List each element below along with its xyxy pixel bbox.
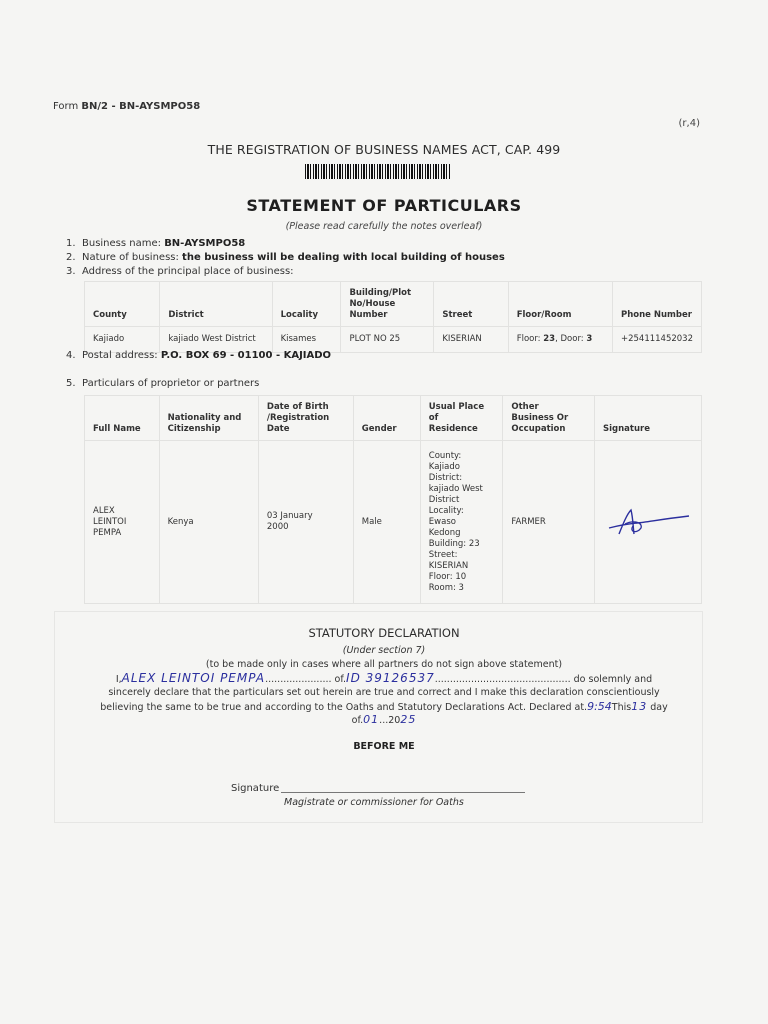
- residence-line: County:: [428, 450, 462, 461]
- handwritten-month: 01: [363, 713, 380, 726]
- col-county: County: [85, 282, 160, 327]
- under-text: (Under section 7): [342, 645, 426, 656]
- header-line: Date: [266, 424, 290, 434]
- postal-value: P.O. BOX 69 - 01100 - KAJIADO: [160, 350, 332, 361]
- header-line: Business Or: [511, 413, 569, 423]
- item-label: Postal address:: [82, 350, 161, 361]
- cell-locality: Kisames: [272, 327, 341, 353]
- header-line: No/House: [349, 299, 396, 309]
- signature-line: [281, 792, 525, 793]
- cell-signature: [595, 441, 702, 604]
- col-street: Street: [434, 282, 508, 327]
- residence-line: Room: 3: [428, 582, 464, 593]
- partner-signature-mark: [603, 504, 693, 540]
- barcode: [305, 164, 451, 179]
- item-business-name: [66, 238, 245, 249]
- item-number: 5.: [66, 378, 76, 389]
- col-locality: Locality: [272, 282, 341, 327]
- declaration-title: STATUTORY DECLARATION: [308, 626, 460, 640]
- residence-line: District: [428, 494, 460, 505]
- decl-text: I,: [115, 674, 122, 685]
- cell-phone: +254111452032: [612, 327, 701, 353]
- decl-text: ...................... of.: [265, 674, 347, 685]
- col-dob: [258, 396, 353, 441]
- residence-line: Kajiado: [428, 461, 460, 472]
- name-line: LEINTOI: [93, 516, 127, 527]
- floor-value: 23: [543, 334, 556, 344]
- address-data-row: [85, 327, 702, 353]
- residence-line: District:: [428, 472, 463, 483]
- residence-line: Locality:: [428, 505, 464, 516]
- cell-building: PLOT NO 25: [341, 327, 434, 353]
- item-postal-address: [66, 350, 331, 361]
- residence-line: KISERIAN: [428, 560, 469, 571]
- decl-text: of.: [351, 715, 364, 726]
- declaration-note: (to be made only in cases where all partners do not sign above statement): [205, 659, 563, 670]
- cell-full-name: [85, 441, 160, 604]
- statement-title: STATEMENT OF PARTICULARS: [246, 196, 522, 215]
- decl-text: ...20: [379, 715, 401, 726]
- nature-value: the business will be dealing with local building of houses: [182, 252, 505, 263]
- col-gender: Gender: [353, 396, 420, 441]
- residence-line: Ewaso: [428, 516, 456, 527]
- cell-dob: [258, 441, 353, 604]
- name-line: ALEX: [93, 505, 115, 516]
- form-code: BN/2 - BN-AYSMPO58: [81, 101, 201, 112]
- header-line: Other: [511, 402, 539, 412]
- cell-residence: [420, 441, 503, 604]
- col-phone: Phone Number: [612, 282, 701, 327]
- decl-text: This: [611, 702, 632, 713]
- item-number: 1.: [66, 238, 76, 249]
- handwritten-day: 13: [631, 700, 648, 713]
- header-line: of: [428, 413, 439, 423]
- decl-text: do solemnly and: [570, 674, 653, 685]
- magistrate-caption: Magistrate or commissioner for Oaths: [284, 797, 464, 808]
- handwritten-id: ID 39126537: [346, 671, 435, 685]
- declaration-line-2: sincerely declare that the particulars set out herein are true and correct and I make this declaration conscientiously: [108, 687, 660, 698]
- declaration-under: [0, 645, 768, 656]
- item-number: 4.: [66, 350, 76, 361]
- header-line: Occupation: [511, 424, 566, 434]
- dob-line: 03 January: [266, 511, 313, 521]
- header-line: /Registration: [266, 413, 330, 423]
- decl-text: believing the same to be true and according to the Oaths and Statutory Declarations Act. Declared at.: [100, 702, 588, 713]
- statement-subtitle: (Please read carefully the notes overleaf): [285, 221, 483, 232]
- col-district: District: [160, 282, 272, 327]
- before-me: BEFORE ME: [353, 741, 415, 752]
- col-residence: [420, 396, 503, 441]
- form-prefix: Form: [53, 101, 79, 112]
- dob-line: 2000: [266, 522, 289, 532]
- handwritten-year: 25: [400, 713, 417, 726]
- name-line: PEMPA: [93, 527, 122, 538]
- residence-line: Street:: [428, 549, 458, 560]
- header-line: Date of Birth: [266, 402, 329, 412]
- header-line: Nationality and: [167, 413, 242, 423]
- col-floor: Floor/Room: [508, 282, 612, 327]
- act-title: THE REGISTRATION OF BUSINESS NAMES ACT, CAP. 499: [207, 142, 561, 157]
- door-value: 3: [586, 334, 593, 344]
- residence-line: Building: 23: [428, 538, 480, 549]
- declaration-line-1: [0, 671, 768, 685]
- declaration-line-4: [0, 713, 768, 726]
- header-line: Number: [349, 310, 388, 320]
- handwritten-time: 9:54: [587, 700, 612, 713]
- partners-table: [84, 395, 702, 604]
- cell-nationality: Kenya: [159, 441, 258, 604]
- item-particulars: [66, 378, 259, 389]
- header-line: Residence: [428, 424, 478, 434]
- cell-district: kajiado West District: [160, 327, 272, 353]
- header-line: Citizenship: [167, 424, 221, 434]
- business-name-value: BN-AYSMPO58: [164, 238, 246, 249]
- col-building: [341, 282, 434, 327]
- cell-occupation: FARMER: [503, 441, 595, 604]
- decl-text: day: [647, 702, 668, 713]
- col-occupation: [503, 396, 595, 441]
- declaration-line-3: [0, 700, 768, 713]
- cell-gender: Male: [353, 441, 420, 604]
- col-signature: Signature: [595, 396, 702, 441]
- item-nature-of-business: [66, 252, 505, 263]
- address-header-row: [85, 282, 702, 327]
- residence-line: Kedong: [428, 527, 461, 538]
- residence-line: kajiado West: [428, 483, 483, 494]
- cell-street: KISERIAN: [434, 327, 508, 353]
- header-line: Usual Place: [428, 402, 485, 412]
- col-full-name: Full Name: [85, 396, 160, 441]
- col-nationality: [159, 396, 258, 441]
- form-identifier: [53, 101, 200, 112]
- partner-row: [85, 441, 702, 604]
- partners-header-row: [85, 396, 702, 441]
- handwritten-name: ALEX LEINTOI PEMPA: [121, 671, 266, 685]
- signature-label: Signature: [231, 783, 280, 794]
- item-label: Particulars of proprietor or partners: [82, 378, 260, 389]
- item-number: 2.: [66, 252, 76, 263]
- item-number: 3.: [66, 266, 76, 277]
- cell-county: Kajiado: [85, 327, 160, 353]
- item-label: Business name:: [82, 238, 165, 249]
- item-principal-address: [66, 266, 294, 277]
- door-label: , Door:: [555, 334, 587, 344]
- residence-line: Floor: 10: [428, 571, 467, 582]
- address-table: [84, 281, 702, 353]
- cell-floor: [508, 327, 612, 353]
- item-label: Address of the principal place of business:: [82, 266, 294, 277]
- reference-code: (r,4): [678, 118, 700, 129]
- item-label: Nature of business:: [82, 252, 183, 263]
- header-line: Building/Plot: [349, 288, 412, 298]
- floor-label: Floor:: [516, 334, 544, 344]
- decl-text: .............................................: [434, 674, 571, 685]
